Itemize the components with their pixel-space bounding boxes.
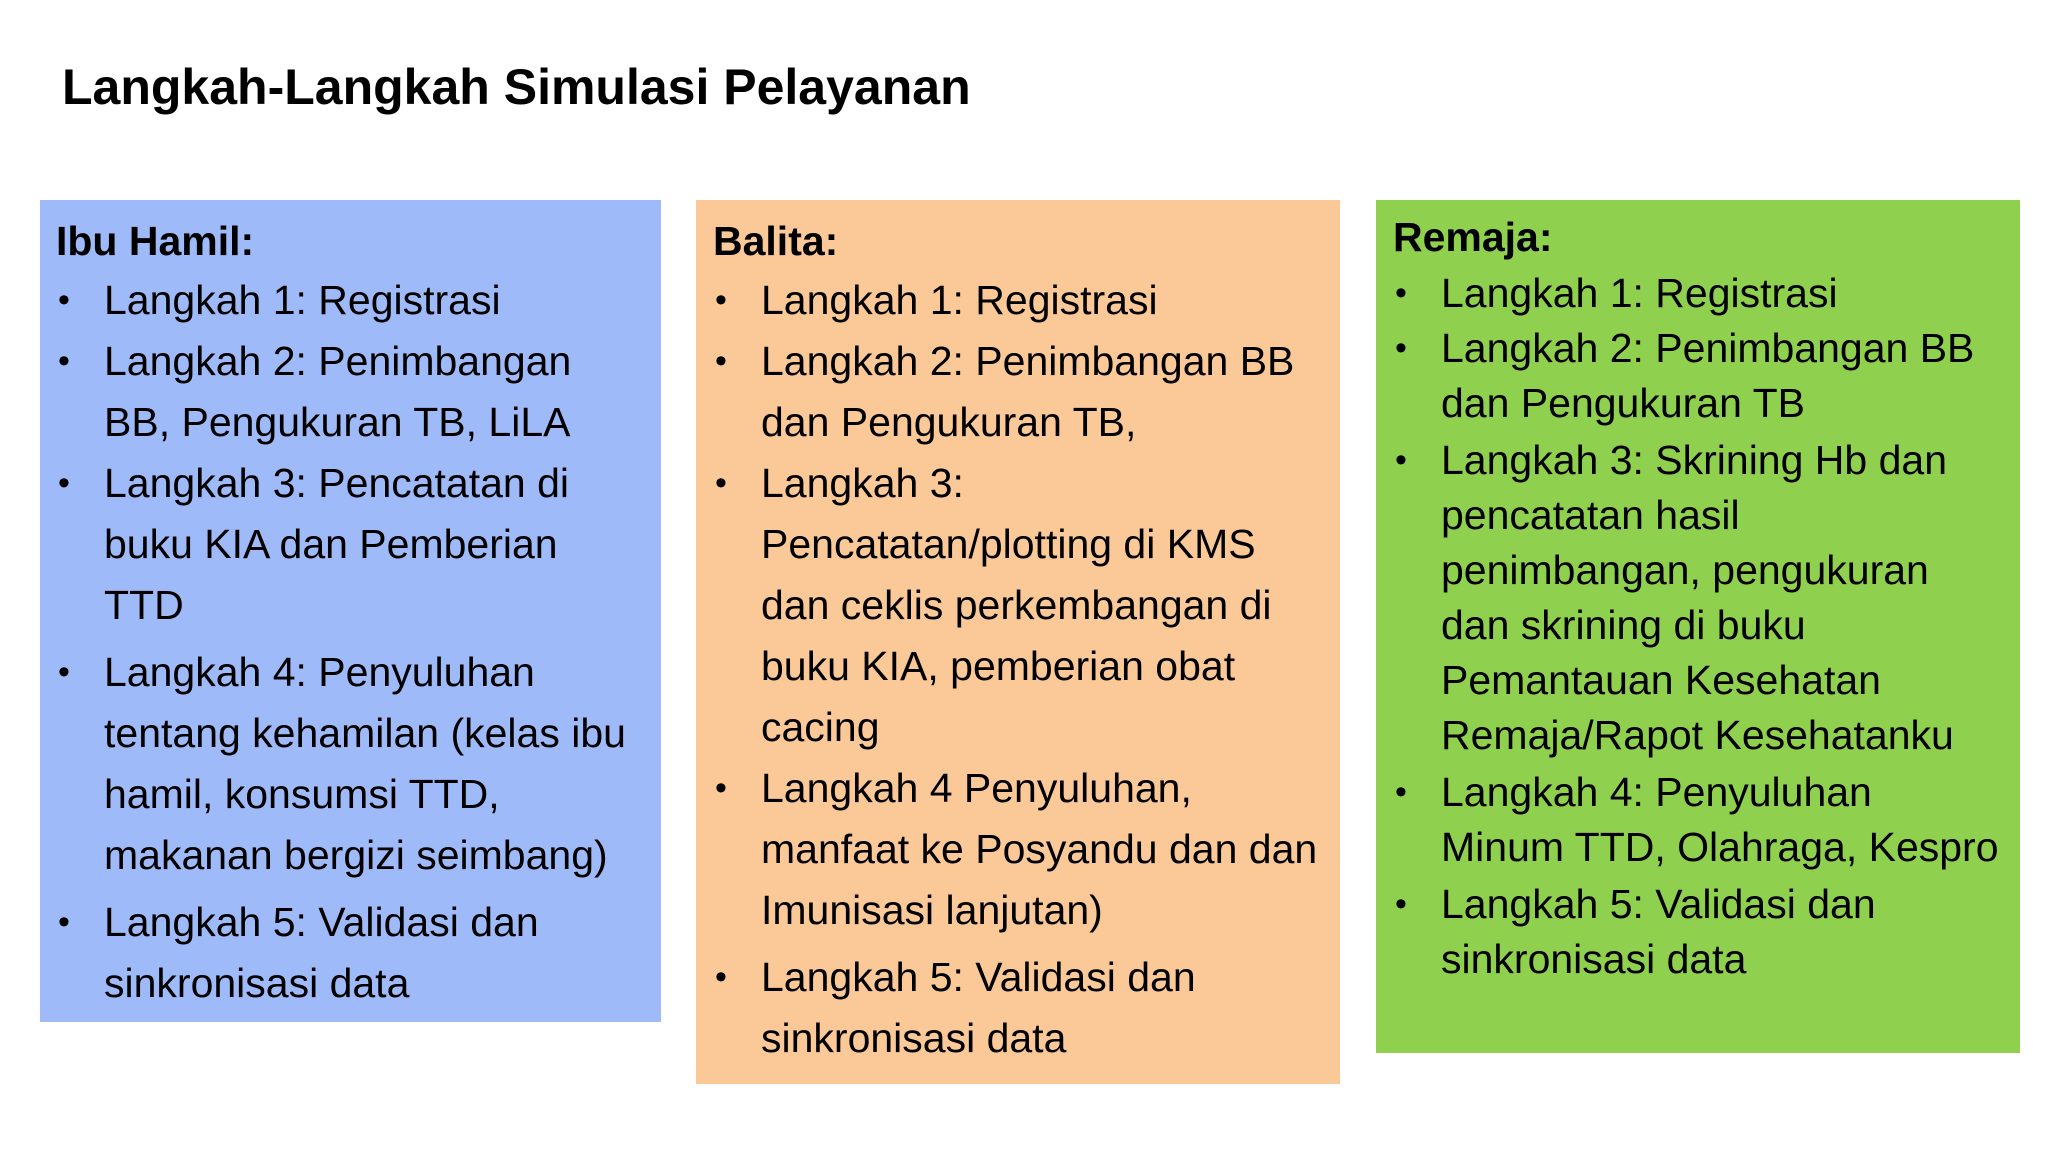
step-text: Langkah 4: Penyuluhan tentang kehamilan (kelas ibu hamil, konsumsi TTD, makanan bergizi seimbang) — [104, 649, 626, 878]
step-item — [713, 453, 1322, 758]
step-text: Langkah 2: Penimbangan BB dan Pengukuran TB, — [761, 338, 1295, 445]
bullet-icon: • — [58, 653, 70, 691]
step-text: Langkah 3: Pencatatan/plotting di KMS dan ceklis perkembangan di buku KIA, pemberian obat cacing — [761, 460, 1272, 750]
step-item — [56, 892, 643, 1014]
bullet-icon: • — [715, 281, 727, 319]
panel-heading: Balita: — [713, 218, 839, 264]
panel-heading: Ibu Hamil: — [56, 218, 255, 264]
bullet-icon: • — [1395, 274, 1407, 312]
steps-list — [713, 270, 1322, 1069]
step-item — [1393, 877, 2002, 987]
bullet-icon: • — [58, 281, 70, 319]
step-text: Langkah 2: Penimbangan BB dan Pengukuran TB — [1441, 325, 1975, 426]
step-item — [56, 642, 643, 886]
bullet-icon: • — [1395, 885, 1407, 923]
step-item — [56, 453, 643, 636]
step-item — [713, 947, 1322, 1069]
bullet-icon: • — [715, 958, 727, 996]
panel-remaja — [1376, 200, 2020, 1053]
step-text: Langkah 3: Pencatatan di buku KIA dan Pemberian TTD — [104, 460, 570, 628]
step-item — [713, 270, 1322, 331]
step-text: Langkah 3: Skrining Hb dan pencatatan hasil penimbangan, pengukuran dan skrining di buku Pemantauan Kesehatan Remaja/Rapot Kesehatanku — [1441, 437, 1954, 758]
step-item — [1393, 433, 2002, 763]
bullet-icon: • — [58, 464, 70, 502]
step-text: Langkah 1: Registrasi — [104, 277, 501, 323]
step-item — [713, 331, 1322, 453]
step-text: Langkah 4 Penyuluhan, manfaat ke Posyandu dan dan Imunisasi lanjutan) — [761, 765, 1318, 933]
slide-title: Langkah-Langkah Simulasi Pelayanan — [62, 59, 971, 115]
step-text: Langkah 5: Validasi dan sinkronisasi data — [761, 954, 1196, 1061]
bullet-icon: • — [58, 342, 70, 380]
steps-list — [56, 270, 643, 1014]
step-item — [1393, 321, 2002, 431]
bullet-icon: • — [715, 342, 727, 380]
step-item — [1393, 765, 2002, 875]
panel-ibu-hamil — [40, 200, 661, 1022]
step-item — [713, 758, 1322, 941]
step-text: Langkah 1: Registrasi — [1441, 270, 1838, 316]
step-item — [1393, 266, 2002, 321]
panel-heading: Remaja: — [1393, 214, 1553, 260]
step-text: Langkah 2: Penimbangan BB, Pengukuran TB, LiLA — [104, 338, 572, 445]
step-item — [56, 331, 643, 453]
bullet-icon: • — [1395, 329, 1407, 367]
panel-balita — [696, 200, 1340, 1084]
step-text: Langkah 5: Validasi dan sinkronisasi data — [1441, 881, 1876, 982]
bullet-icon: • — [1395, 773, 1407, 811]
bullet-icon: • — [1395, 441, 1407, 479]
step-text: Langkah 1: Registrasi — [761, 277, 1158, 323]
bullet-icon: • — [715, 464, 727, 502]
steps-list — [1393, 266, 2002, 987]
step-item — [56, 270, 643, 331]
bullet-icon: • — [58, 903, 70, 941]
step-text: Langkah 5: Validasi dan sinkronisasi data — [104, 899, 539, 1006]
bullet-icon: • — [715, 769, 727, 807]
step-text: Langkah 4: Penyuluhan Minum TTD, Olahraga, Kespro — [1441, 769, 1999, 870]
